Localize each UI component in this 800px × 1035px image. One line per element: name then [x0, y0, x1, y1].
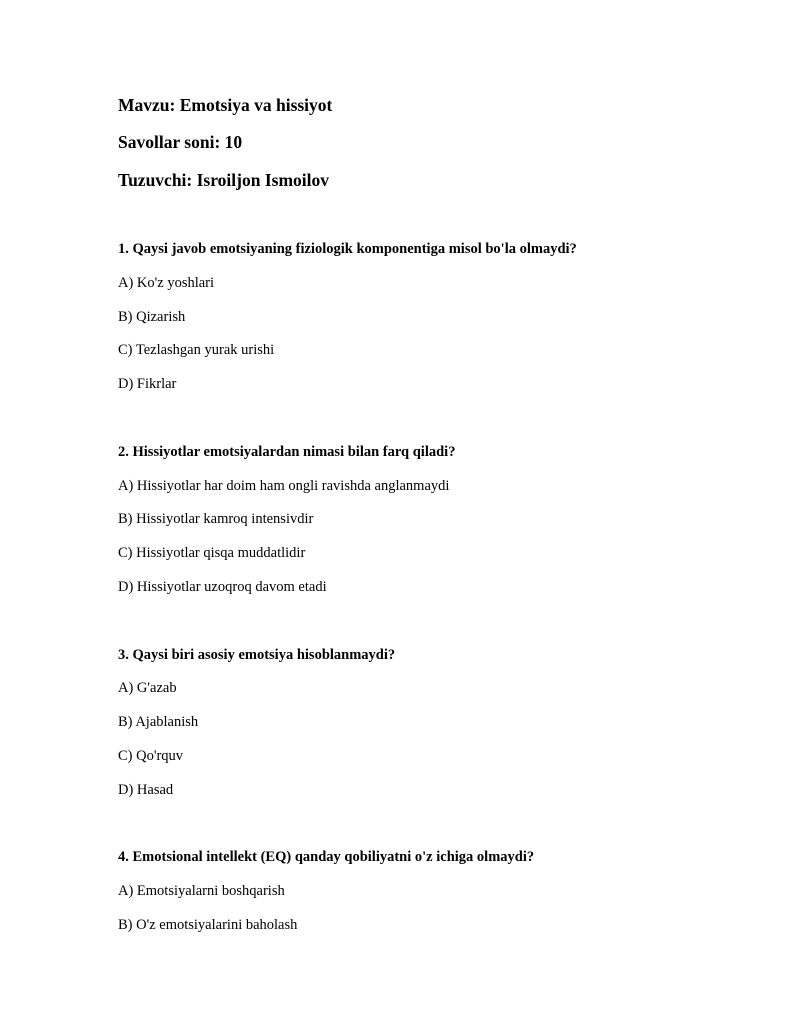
question-1-text: 1. Qaysi javob emotsiyaning fiziologik komponentiga misol bo'la olmaydi?: [118, 241, 577, 257]
question-2-option-c: C) Hissiyotlar qisqa muddatlidir: [118, 545, 306, 561]
question-4-option-b: B) O'z emotsiyalarini baholash: [118, 917, 298, 933]
question-4-option-a: A) Emotsiyalarni boshqarish: [118, 883, 285, 899]
question-3-text: 3. Qaysi biri asosiy emotsiya hisoblanmaydi?: [118, 647, 396, 663]
question-2-option-b: B) Hissiyotlar kamroq intensivdir: [118, 511, 314, 527]
question-3-option-b: B) Ajablanish: [118, 714, 199, 730]
question-1-option-b: B) Qizarish: [118, 309, 186, 325]
question-1-option-a: A) Ko'z yoshlari: [118, 275, 215, 291]
question-1-option-d: D) Fikrlar: [118, 376, 177, 392]
question-3-option-a: A) G'azab: [118, 680, 177, 696]
question-3-option-c: C) Qo'rquv: [118, 748, 184, 764]
topic-heading: Mavzu: Emotsiya va hissiyot: [118, 95, 333, 115]
question-2-option-d: D) Hissiyotlar uzoqroq davom etadi: [118, 579, 327, 595]
question-count-heading: Savollar soni: 10: [118, 132, 243, 152]
question-3-option-d: D) Hasad: [118, 782, 174, 798]
question-2-option-a: A) Hissiyotlar har doim ham ongli ravishda anglanmaydi: [118, 478, 450, 494]
author-heading: Tuzuvchi: Isroiljon Ismoilov: [118, 170, 330, 190]
question-4-text: 4. Emotsional intellekt (EQ) qanday qobiliyatni o'z ichiga olmaydi?: [118, 849, 535, 865]
question-2-text: 2. Hissiyotlar emotsiyalardan nimasi bilan farq qiladi?: [118, 444, 456, 460]
question-1-option-c: C) Tezlashgan yurak urishi: [118, 342, 275, 358]
